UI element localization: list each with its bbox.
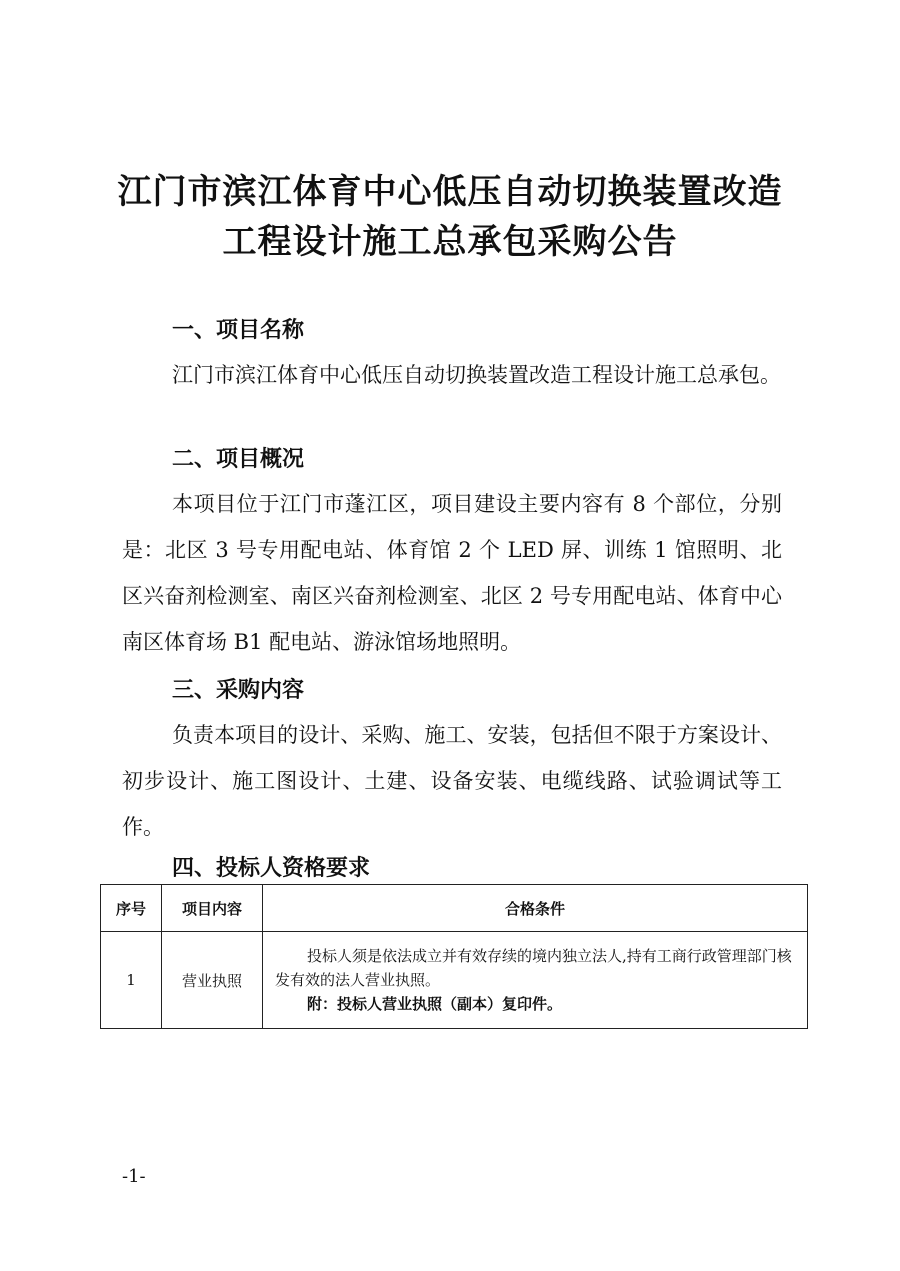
document-title-line1: 江门市滨江体育中心低压自动切换装置改造: [117, 172, 783, 212]
qualification-table: [100, 884, 808, 1029]
table-cell-condition: [263, 932, 808, 1029]
table-cell-no: 1: [101, 932, 162, 1029]
section-body-procurement: 负责本项目的设计、采购、施工、安装，包括但不限于方案设计、初步设计、施工图设计、土建、设备安装、电缆线路、试验调试等工作。: [122, 723, 782, 839]
table-header-row: [101, 885, 808, 932]
table-cell-item: 营业执照: [162, 932, 263, 1029]
condition-attachment: 附：投标人营业执照（副本）复印件。: [307, 995, 563, 1013]
section-heading-project-name: 一、项目名称: [172, 318, 305, 343]
table-header-condition: 合格条件: [263, 885, 808, 932]
table-header-item: 项目内容: [162, 885, 263, 932]
condition-text: 投标人须是依法成立并有效存续的境内独立法人,持有工商行政管理部门核发有效的法人营业执照。: [275, 947, 792, 989]
page-number: -1-: [122, 1166, 146, 1187]
table-header-no: 序号: [101, 885, 162, 932]
section-body-overview: 本项目位于江门市蓬江区，项目建设主要内容有 8 个部位，分别是：北区 3 号专用配电站、体育馆 2 个 LED 屏、训练 1 馆照明、北区兴奋剂检测室、南区兴奋剂检测室、北区 2 号专用配电站、体育中心南区体育场 B1 配电站、游泳馆场地照明。: [122, 492, 782, 654]
section-heading-procurement: 三、采购内容: [172, 678, 305, 703]
section-body-project-name: 江门市滨江体育中心低压自动切换装置改造工程设计施工总承包。: [172, 363, 781, 387]
table-row: [101, 932, 808, 1029]
document-title-line2: 工程设计施工总承包采购公告: [222, 222, 678, 262]
section-heading-qualification: 四、投标人资格要求: [172, 856, 371, 881]
section-heading-overview: 二、项目概况: [172, 447, 305, 472]
